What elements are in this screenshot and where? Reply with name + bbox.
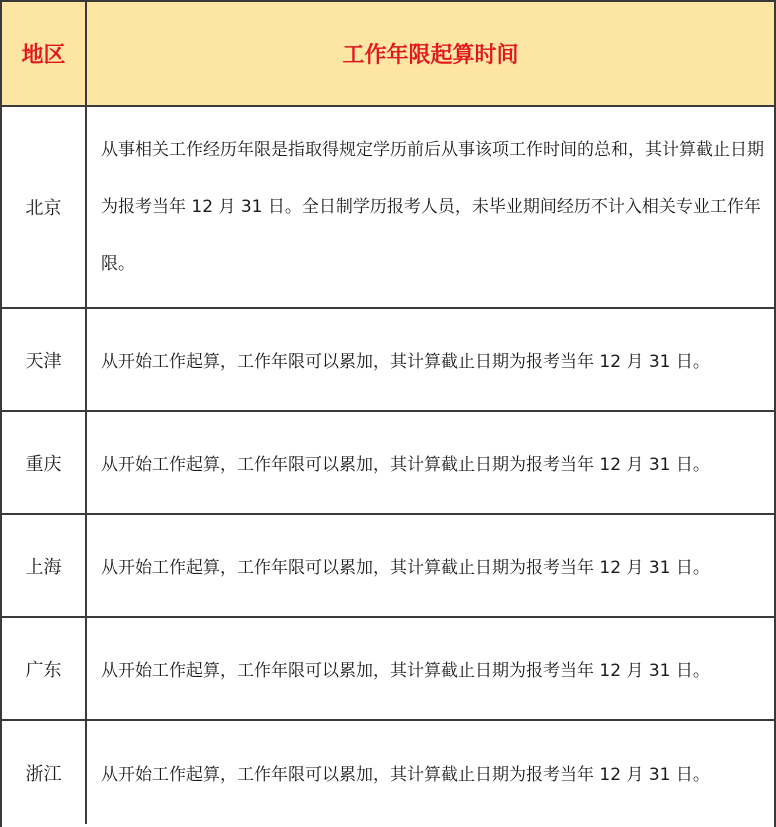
description-cell: 从开始工作起算，工作年限可以累加，其计算截止日期为报考当年 12 月 31 日。 (86, 617, 774, 720)
table-row (2, 617, 774, 720)
table-row (2, 308, 774, 411)
region-cell: 天津 (2, 308, 86, 411)
table-row (2, 411, 774, 514)
region-cell: 浙江 (2, 720, 86, 824)
table-row (2, 514, 774, 617)
header-description: 工作年限起算时间 (86, 2, 774, 106)
table-row (2, 720, 774, 824)
description-cell: 从开始工作起算，工作年限可以累加，其计算截止日期为报考当年 12 月 31 日。 (86, 514, 774, 617)
table-header-row (2, 2, 774, 106)
region-cell: 重庆 (2, 411, 86, 514)
description-cell: 从事相关工作经历年限是指取得规定学历前后从事该项工作时间的总和，其计算截止日期为报考当年 12 月 31 日。全日制学历报考人员，未毕业期间经历不计入相关专业工作年限。 (86, 106, 774, 308)
region-cell: 北京 (2, 106, 86, 308)
description-cell: 从开始工作起算，工作年限可以累加，其计算截止日期为报考当年 12 月 31 日。 (86, 720, 774, 824)
work-years-table (2, 2, 774, 824)
description-cell: 从开始工作起算，工作年限可以累加，其计算截止日期为报考当年 12 月 31 日。 (86, 308, 774, 411)
table-row (2, 106, 774, 308)
region-cell: 上海 (2, 514, 86, 617)
region-cell: 广东 (2, 617, 86, 720)
description-cell: 从开始工作起算，工作年限可以累加，其计算截止日期为报考当年 12 月 31 日。 (86, 411, 774, 514)
header-region: 地区 (2, 2, 86, 106)
